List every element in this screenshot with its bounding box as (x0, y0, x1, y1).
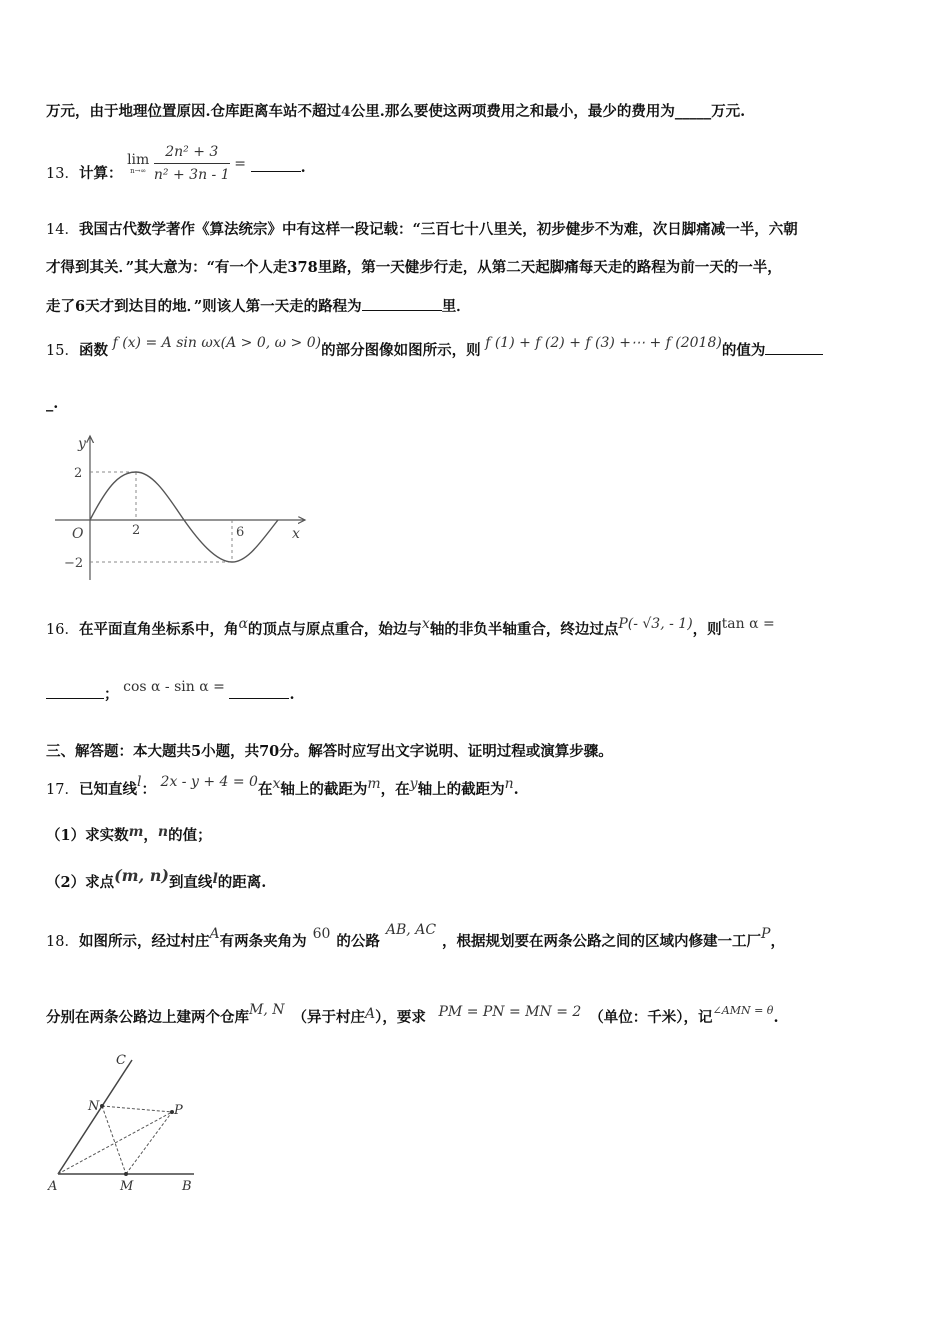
label-A: A (48, 1179, 58, 1194)
condition-expression: PM = PN = MN = 2 (438, 1004, 582, 1020)
answer-blank (229, 684, 289, 699)
question-18: 18．如图所示，经过村庄A有两条夹角为 60 的公路AB, AC，根据规划要在两条公路之间的区域内修建一工厂P， (46, 922, 785, 950)
label-P: P (174, 1103, 183, 1118)
question-16-cont: ； cos α - sin α = . (46, 684, 295, 705)
sum-expression: f (1) + f (2) + f (3) +⋯ + f (2018) (485, 335, 722, 351)
point-expression: P(- √3, - 1) (618, 616, 693, 632)
label-B: B (182, 1179, 192, 1194)
question-14-line3: 走了6天才到达目的地．”则该人第一天走的路程为 里． (46, 298, 471, 315)
village-diagram (44, 1050, 214, 1195)
sine-curve (90, 472, 278, 562)
question-18-cont: 分别在两条公路边上建两个仓库M, N （异于村庄A），要求 PM = PN = MN = 2 （单位：千米），记$^{\angle AMN = \theta}$. (46, 1002, 779, 1026)
distance-value: 4 (341, 104, 351, 120)
limit-symbol: lim n→∞ (127, 151, 150, 175)
label-C: C (116, 1053, 126, 1068)
question-13: 13．计算： lim n→∞ $\frac{\text{2n² + 3}}{\text{n² + 3n - 1}}$ = . (46, 144, 306, 183)
question-17-part2: （2）求点(m, n)到直线l的距离. (46, 866, 267, 891)
answer-blank (46, 684, 104, 699)
sine-graph (50, 430, 320, 590)
answer-blank (362, 296, 442, 311)
q12-tail: 万元，由于地理位置原因.仓库距离车站不超过4公里.那么要使这两项费用之和最小，最少的费用为_____万元. (46, 103, 746, 120)
origin-label: O (72, 526, 84, 542)
question-14-line2: 才得到其关．”其大意为：“有一个人走378里路，第一天健步行走，从第二天起脚痛每天走的路程为前一天的一半， (46, 259, 782, 276)
tick-label-6: 6 (236, 525, 245, 540)
question-15-cont: _. (46, 395, 59, 412)
question-16: 16．在平面直角坐标系中，角α的顶点与原点重合，始边与x轴的非负半轴重合，终边过点P(- √3, - 1)，则tan α = (46, 616, 775, 638)
answer-blank (251, 157, 301, 172)
question-17: 17．已知直线l： 2x - y + 4 = 0在x轴上的截距为m，在y轴上的截距为n. (46, 774, 519, 798)
question-15: 15．函数 f (x) = A sin ωx(A > 0, ω > 0)的部分图像如图所示，则 f (1) + f (2) + f (3) +⋯ + f (2018)的值为 (46, 340, 823, 361)
function-expression: f (x) = A sin ωx(A > 0, ω > 0) (112, 335, 322, 351)
line-equation: 2x - y + 4 = 0 (160, 774, 258, 790)
label-N: N (88, 1099, 100, 1114)
answer-blank: _____ (674, 103, 712, 120)
label-M: M (120, 1179, 134, 1194)
y-tick-neg2: −2 (64, 556, 84, 571)
y-axis-label: y (78, 436, 86, 452)
road-AC (58, 1060, 132, 1174)
question-17-part1: （1）求实数m，n的值； (46, 824, 212, 844)
y-tick-2: 2 (74, 466, 83, 481)
x-axis-label: x (292, 526, 300, 542)
limit-fraction: $\frac{\text{2n² + 3}}{\text{n² + 3n - 1}}$ (153, 144, 230, 183)
section-heading: 三、解答题：本大题共5小题，共70分。解答时应写出文字说明、证明过程或演算步骤。 (46, 743, 613, 760)
answer-blank (765, 340, 823, 355)
question-14-line1: 14．我国古代数学著作《算法统宗》中有这样一段记载：“三百七十八里关，初步健步不为难，次日脚痛减一半，六朝 (46, 221, 798, 238)
tick-label-2: 2 (132, 523, 141, 538)
